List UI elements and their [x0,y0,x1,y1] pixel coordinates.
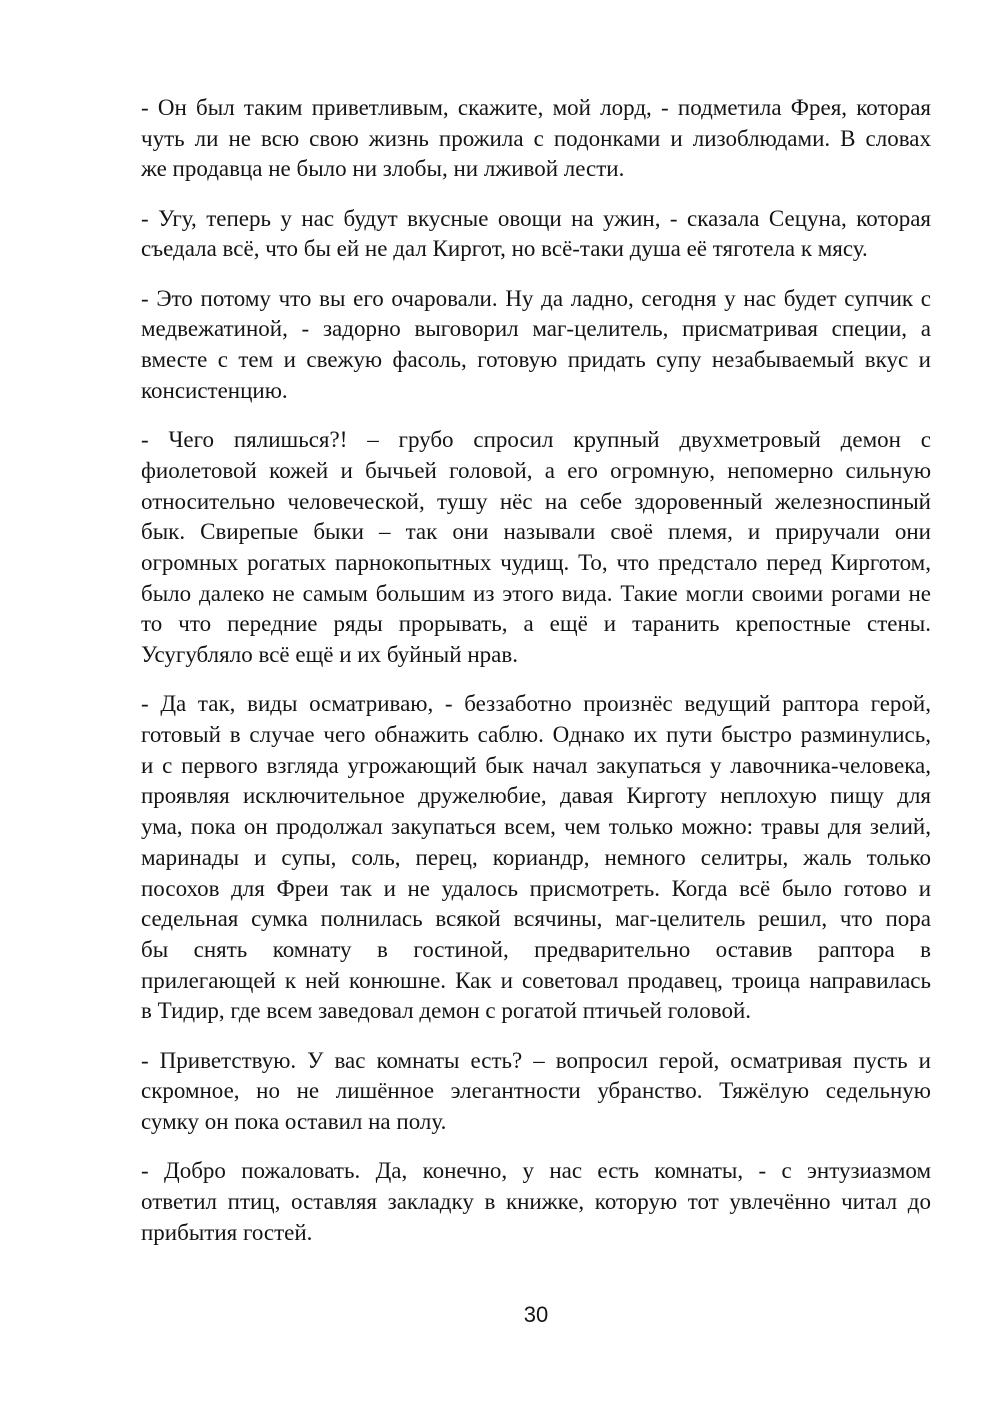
text-line: было далеко не самым большим из этого вида. Такие могли своими рогами не [141,580,931,606]
text-line: седельная сумка полнилась всякой всячины, маг-целитель решил, что пора [141,906,931,932]
text-line: в Тидир, где всем заведовал демон с рогатой птичьей головой. [141,998,752,1024]
paragraph [141,204,931,265]
paragraph [141,1156,931,1248]
text-line: - Угу, теперь у нас будут вкусные овощи на ужин, - сказала Сецуна, которая [141,205,931,231]
text-line: сумку он пока оставил на полу. [141,1109,447,1135]
text-line: - Чего пялишься?! – грубо спросил крупный двухметровый демон с [141,427,931,453]
text-line: готовый в случае чего обнажить саблю. Однако их пути быстро разминулись, [141,722,931,748]
text-block [141,93,931,1267]
text-line: же продавца не было ни злобы, ни лживой лести. [141,156,625,182]
page-footer [141,1302,931,1328]
text-line: ума, пока он продолжал закупаться всем, чем только можно: травы для зелий, [141,814,931,840]
text-line: скромное, но не лишённое элегантности убранство. Тяжёлую седельную [141,1078,931,1104]
text-line: огромных рогатых парнокопытных чудищ. То, что предстало перед Кирготом, [141,549,931,575]
text-line: Усугубляло всё ещё и их буйный нрав. [141,642,518,668]
text-line: проявляя исключительное дружелюбие, давая Кирготу неплохую пищу для [141,783,931,809]
text-line: - Да так, виды осматриваю, - беззаботно произнёс ведущий раптора герой, [141,691,931,717]
paragraph [141,284,931,407]
text-line: съедала всё, что бы ей не дал Киргот, но всё-таки душа её тяготела к мясу. [141,236,868,262]
text-line: относительно человеческой, тушу нёс на себе здоровенный железноспиный [141,488,931,514]
text-line: то что передние ряды прорывать, а ещё и таранить крепостные стены. [141,611,931,637]
paragraph [141,689,931,1027]
text-line: консистенцию. [141,377,288,403]
text-line: медвежатиной, - задорно выговорил маг-целитель, присматривая специи, а [141,316,931,342]
page-number: 30 [523,1302,549,1327]
text-line: - Добро пожаловать. Да, конечно, у нас есть комнаты, - с энтузиазмом [141,1158,931,1184]
text-line: и с первого взгляда угрожающий бык начал закупаться у лавочника-человека, [141,752,931,778]
text-line: - Это потому что вы его очаровали. Ну да ладно, сегодня у нас будет супчик с [141,285,931,311]
text-line: - Он был таким приветливым, скажите, мой лорд, - подметила Фрея, которая [141,95,931,120]
text-line: ответил птиц, оставляя закладку в книжке, которую тот увлечённо читал до [141,1189,931,1215]
text-line: прибытия гостей. [141,1219,313,1245]
text-line: вместе с тем и свежую фасоль, готовую придать супу незабываемый вкус и [141,347,931,373]
text-line: маринады и супы, соль, перец, кориандр, немного селитры, жаль только [141,844,931,870]
text-line: фиолетовой кожей и бычьей головой, а его огромную, непомерно сильную [141,457,931,483]
paragraph [141,1046,931,1138]
text-line: чуть ли не всю свою жизнь прожила с подонками и лизоблюдами. В словах [141,125,931,151]
paragraph [141,425,931,671]
paragraph [141,93,931,185]
text-line: прилегающей к ней конюшне. Как и советовал продавец, троица направилась [141,967,931,993]
text-line: бы снять комнату в гостиной, предварительно оставив раптора в [141,936,931,962]
text-line: - Приветствую. У вас комнаты есть? – вопросил герой, осматривая пусть и [141,1047,931,1073]
text-line: бык. Свирепые быки – так они называли своё племя, и приручали они [141,519,931,545]
text-line: посохов для Фреи так и не удалось присмотреть. Когда всё было готово и [141,875,931,901]
